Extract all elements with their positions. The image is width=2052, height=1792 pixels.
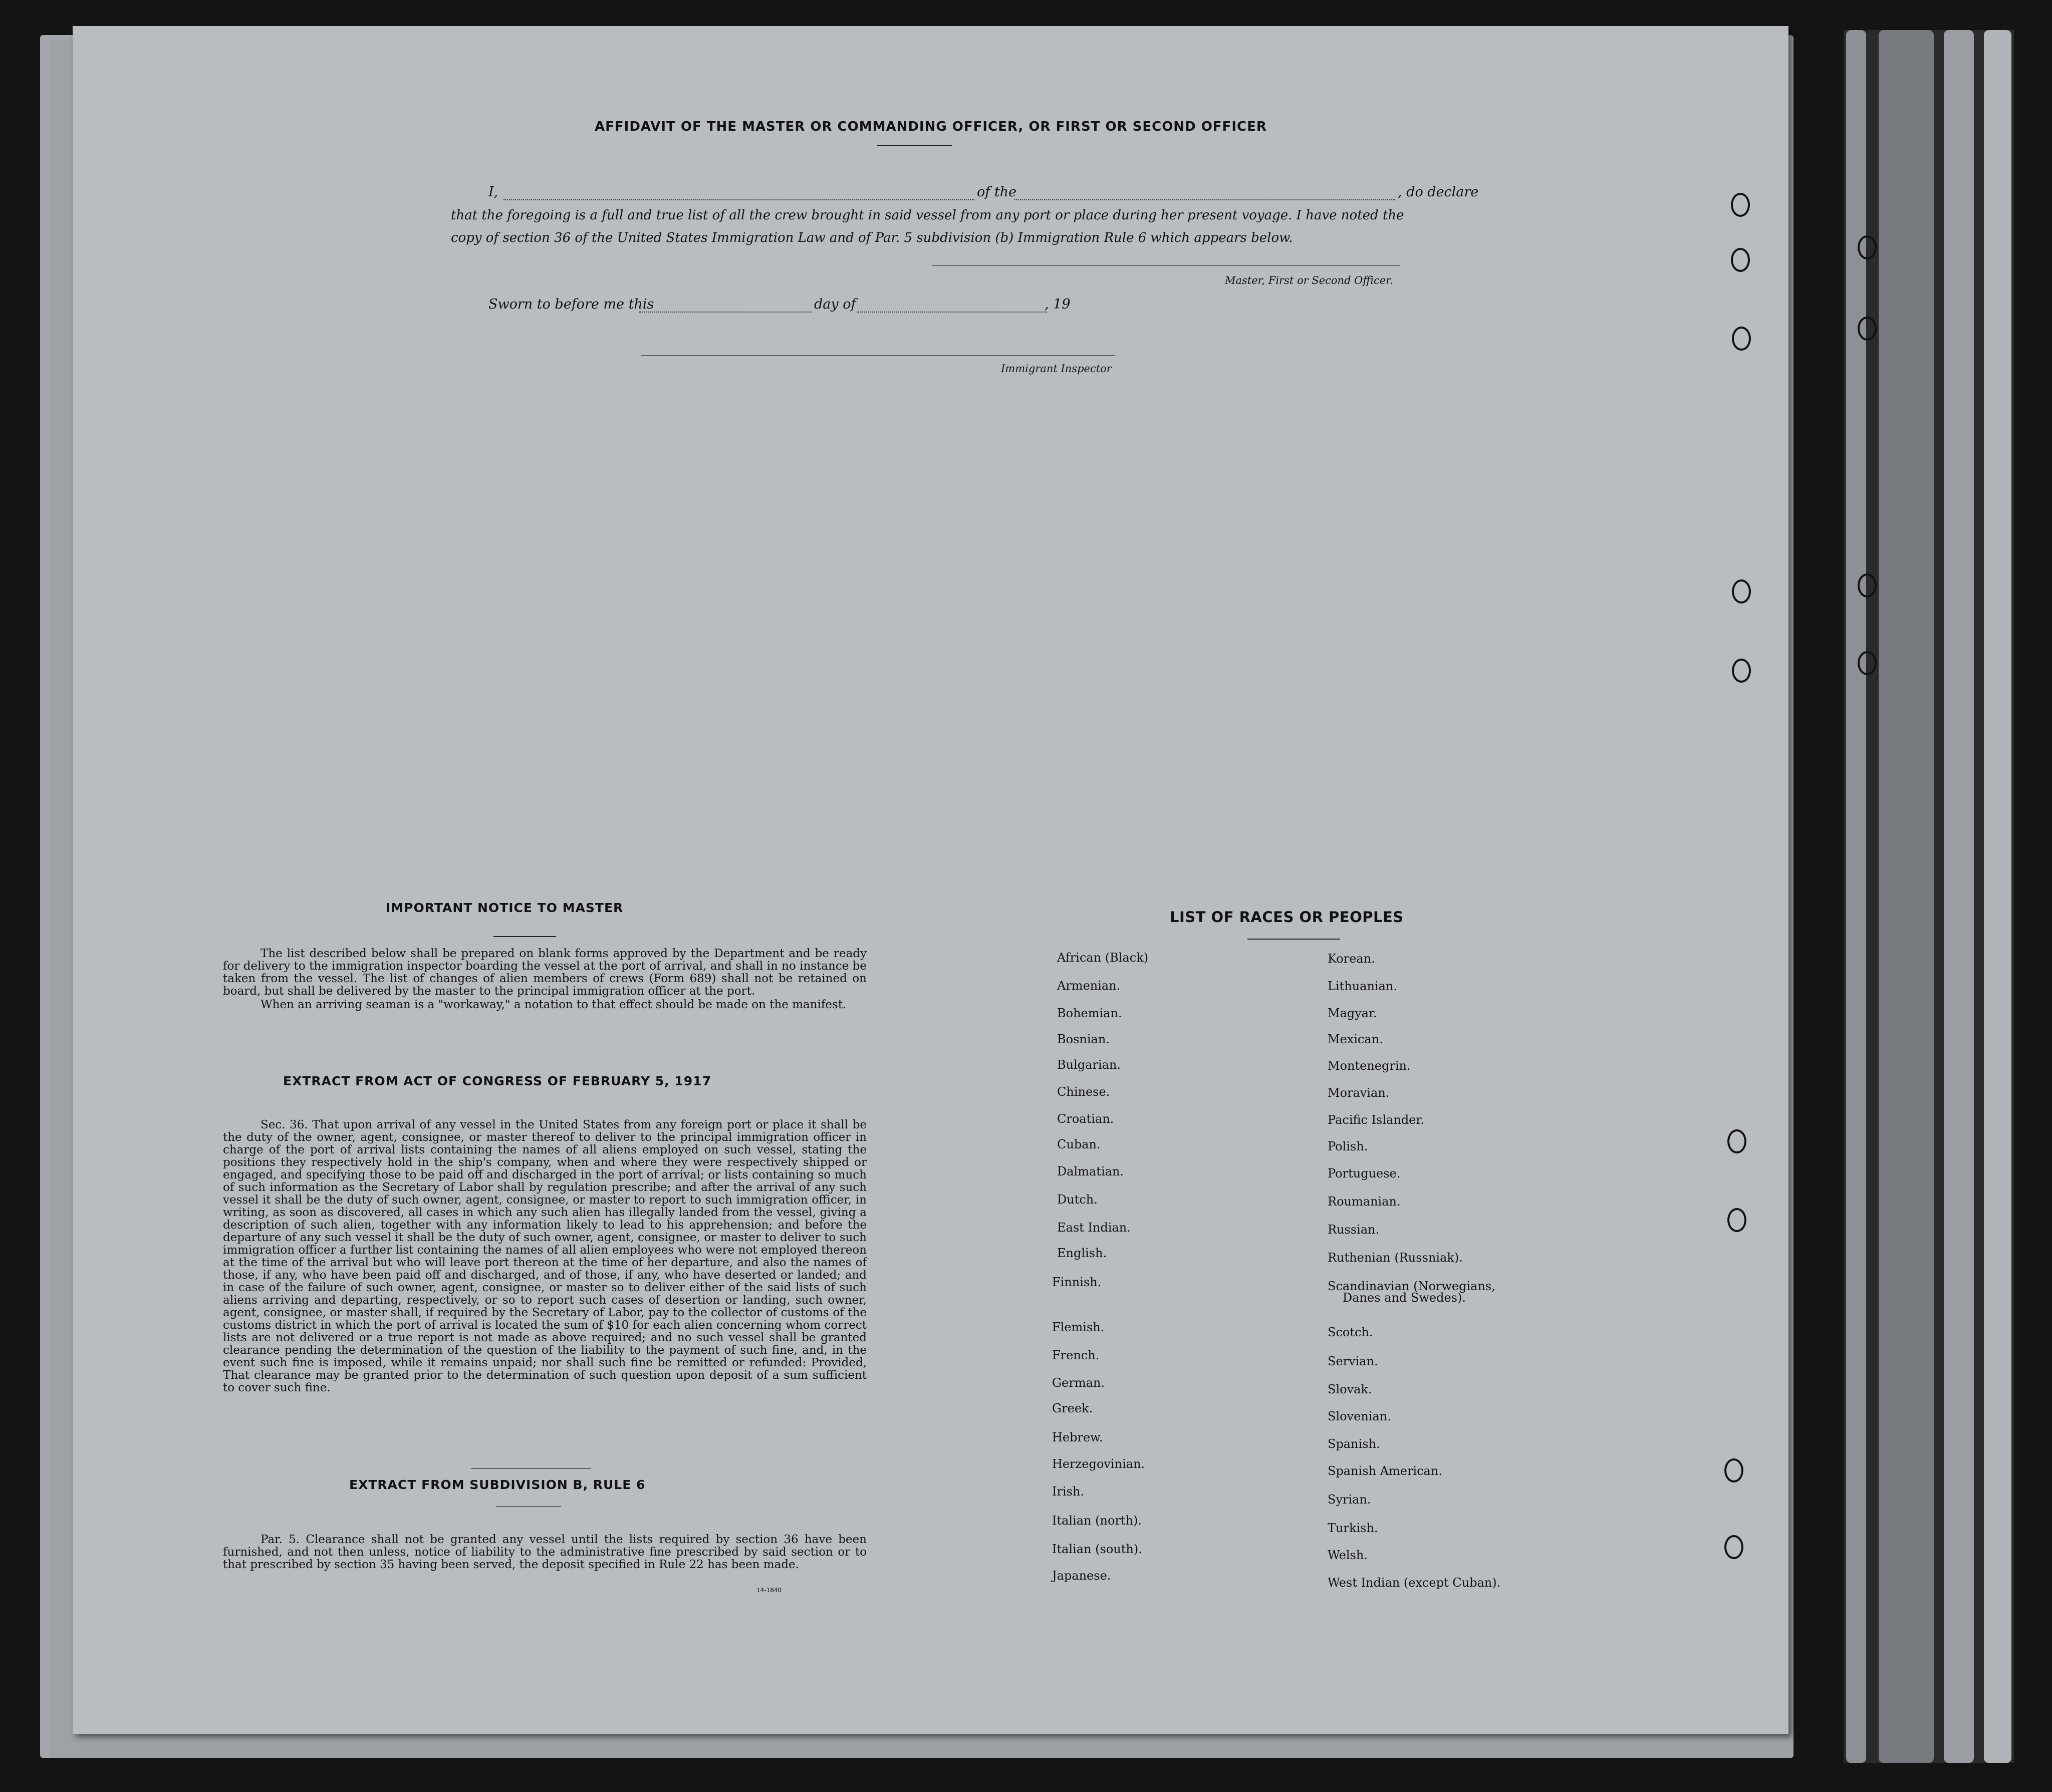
binder-ring xyxy=(1858,317,1877,341)
binder-strip xyxy=(1879,30,1934,1763)
affidavit-declare: , do declare xyxy=(1398,184,1479,200)
rule-title-rule xyxy=(496,1506,561,1507)
binder-ring xyxy=(1724,1458,1743,1482)
extract-act-text: Sec. 36. That upon arrival of any vessel in the United States from any foreign port or place it shall be the duty of the owner, agent, consignee, or master thereof to deliver to the principal immigration officer in charge of the port of arrival lists containing the names of all aliens employed on such vessel, stating the positions they respectively hold in the ship's company, when and where they were respectively shipped or engaged, and specifying those to be paid off and discharged in the port of arrival; or lists containing so much of such information as the Secretary of Labor shall by regulation prescribe; and after the arrival of any such vessel it shall be the duty of such owner, agent, consignee, or master to report to such immigration officer, in writing, as soon as discovered, all cases in which any such alien has illegally landed from the vessel, giving a description of such alien, together with any information likely to lead to his apprehension; and before the departure of any such vessel it shall be the duty of such owner, agent, consignee, or master to deliver to such immigration officer a further list containing the names of all alien employees who were not employed thereon at the time of the arrival but who will leave port thereon at the time of her departure, and also the names of those, if any, who have been paid off and discharged, and of those, if any, who have deserted or landed; and in case of the failure of such owner, agent, consignee, or master so to deliver either of the said lists of such aliens arriving and departing, respectively, or so to report such cases of desertion or landing, such owner, agent, consignee, or master shall, if required by the Secretary of Labor, pay to the collector of customs of the customs district in which the port of arrival is located the sum of $10 for each alien concerning whom correct lists are not delivered or a true report is not made as above required; and no such vessel shall be granted clearance pending the determination of the question of the liability to the payment of such fine, and, in the event such fine is imposed, while it remains unpaid; nor shall such fine be remitted or refunded: Provided, That clearance may be granted prior to the determination of such question upon deposit of a sum sufficient to cover such fine. xyxy=(223,1118,867,1394)
race-item: Welsh. xyxy=(1328,1548,1368,1562)
binder-ring xyxy=(1732,659,1751,683)
race-item: Hebrew. xyxy=(1052,1430,1103,1444)
race-item: German. xyxy=(1052,1376,1105,1390)
race-item: Cuban. xyxy=(1057,1137,1101,1151)
binder-ring xyxy=(1732,327,1751,351)
sworn-month-blank[interactable] xyxy=(857,312,1047,313)
race-item: Armenian. xyxy=(1057,979,1121,993)
race-item: Bulgarian. xyxy=(1057,1058,1121,1072)
inspector-signature-line[interactable] xyxy=(641,355,1115,356)
race-item: Montenegrin. xyxy=(1328,1059,1411,1073)
inspector-label: Immigrant Inspector xyxy=(1001,363,1112,375)
affidavit-title: AFFIDAVIT OF THE MASTER OR COMMANDING OFFICER, OR FIRST OR SECOND OFFICER xyxy=(595,119,1267,134)
binder-ring xyxy=(1731,193,1750,217)
race-item: Servian. xyxy=(1328,1354,1378,1368)
race-item: Dalmatian. xyxy=(1057,1164,1124,1178)
affidavit-of-the: of the xyxy=(977,184,1017,200)
vessel-blank-line[interactable] xyxy=(1014,199,1395,200)
race-item: Slovak. xyxy=(1328,1382,1372,1396)
race-item: Syrian. xyxy=(1328,1492,1371,1507)
race-item: Irish. xyxy=(1052,1484,1085,1499)
race-item: Ruthenian (Russniak). xyxy=(1328,1251,1463,1265)
race-item: Scotch. xyxy=(1328,1325,1373,1339)
race-item: Roumanian. xyxy=(1328,1194,1401,1209)
race-item: English. xyxy=(1057,1246,1107,1260)
race-item: Mexican. xyxy=(1328,1032,1383,1046)
race-item: Spanish. xyxy=(1328,1437,1380,1451)
document-page xyxy=(73,26,1788,1734)
race-item: African (Black) xyxy=(1057,951,1149,965)
binder-ring xyxy=(1858,235,1877,259)
race-item: Spanish American. xyxy=(1328,1464,1442,1478)
binder-ring xyxy=(1727,1208,1746,1232)
sworn-year: , 19 xyxy=(1045,296,1071,312)
binder-ring xyxy=(1858,573,1877,598)
binder-ring xyxy=(1858,651,1877,675)
binder-strip xyxy=(1984,30,2011,1763)
binder-ring xyxy=(1731,248,1750,272)
race-item: Lithuanian. xyxy=(1328,979,1398,993)
races-rule xyxy=(1247,939,1340,940)
race-item: Danes and Swedes). xyxy=(1343,1291,1466,1305)
race-item: Moravian. xyxy=(1328,1086,1390,1100)
race-item: West Indian (except Cuban). xyxy=(1328,1576,1501,1590)
form-number: 14-1840 xyxy=(756,1587,782,1594)
affidavit-line-3: copy of section 36 of the United States Immigration Law and of Par. 5 subdivision (b) Immigration Rule 6 which appears below. xyxy=(451,230,1293,245)
race-item: Scandinavian (Norwegians, xyxy=(1328,1279,1495,1293)
race-item: Italian (north). xyxy=(1052,1514,1142,1528)
race-item: Greek. xyxy=(1052,1401,1093,1415)
binder-strip xyxy=(1944,30,1974,1763)
affidavit-line-2: that the foregoing is a full and true list of all the crew brought in said vessel from any port or place during her present voyage. I have noted the xyxy=(451,208,1404,223)
notice-paragraph-1: The list described below shall be prepared on blank forms approved by the Department and be ready for delivery to the immigration inspector boarding the vessel at the port of arrival, and shall in no instance be taken from the vessel. The list of changes of alien members of crews (Form 689) shall not be retained on board, but shall be delivered by the master to the principal immigration officer at the port. xyxy=(223,947,867,998)
notice-rule xyxy=(493,936,556,937)
race-item: French. xyxy=(1052,1348,1100,1362)
race-item: Dutch. xyxy=(1057,1192,1098,1207)
race-item: Flemish. xyxy=(1052,1320,1105,1334)
notice-paragraph-2: When an arriving seaman is a "workaway," a notation to that effect should be made on the manifest. xyxy=(261,998,847,1011)
extract-rule-title: EXTRACT FROM SUBDIVISION B, RULE 6 xyxy=(349,1477,646,1492)
binder-ring xyxy=(1724,1535,1743,1559)
binder-ring xyxy=(1727,1129,1746,1153)
race-item: Japanese. xyxy=(1052,1569,1111,1583)
race-item: East Indian. xyxy=(1057,1221,1131,1235)
affidavit-i: I, xyxy=(488,184,498,200)
binder-edge xyxy=(1844,30,2014,1763)
race-item: Chinese. xyxy=(1057,1085,1110,1099)
title-rule xyxy=(877,145,952,146)
race-item: Polish. xyxy=(1328,1139,1368,1153)
race-item: Finnish. xyxy=(1052,1275,1102,1289)
race-item: Croatian. xyxy=(1057,1112,1114,1126)
races-title: LIST OF RACES OR PEOPLES xyxy=(1170,909,1404,926)
extract-rule-text: Par. 5. Clearance shall not be granted any vessel until the lists required by section 36 have been furnished, and not then unless, notice of liability to the administrative fine prescribed by said section or to that prescribed by section 35 having been served, the deposit specified in Rule 22 has been made. xyxy=(223,1533,867,1571)
sworn-day-of: day of xyxy=(814,296,856,312)
binder-ring xyxy=(1732,579,1751,604)
race-item: Turkish. xyxy=(1328,1521,1378,1535)
race-item: Russian. xyxy=(1328,1223,1380,1237)
binder-strip xyxy=(1846,30,1866,1763)
race-item: Portuguese. xyxy=(1328,1166,1401,1180)
race-item: Bohemian. xyxy=(1057,1006,1122,1020)
race-item: Korean. xyxy=(1328,952,1375,966)
race-item: Magyar. xyxy=(1328,1006,1377,1020)
extract-act-title: EXTRACT FROM ACT OF CONGRESS OF FEBRUARY 5, 1917 xyxy=(283,1074,711,1088)
race-item: Italian (south). xyxy=(1052,1542,1142,1556)
race-item: Slovenian. xyxy=(1328,1409,1391,1423)
race-item: Herzegovinian. xyxy=(1052,1457,1145,1471)
master-signature-line[interactable] xyxy=(932,265,1400,266)
name-blank-line[interactable] xyxy=(503,199,974,200)
sworn-day-blank[interactable] xyxy=(639,312,812,313)
race-item: Bosnian. xyxy=(1057,1032,1110,1046)
rule-section-rule xyxy=(471,1468,591,1469)
master-label: Master, First or Second Officer. xyxy=(1225,274,1393,286)
race-item: Pacific Islander. xyxy=(1328,1113,1424,1127)
notice-title: IMPORTANT NOTICE TO MASTER xyxy=(386,901,624,915)
sworn-prefix: Sworn to before me this xyxy=(488,296,654,312)
